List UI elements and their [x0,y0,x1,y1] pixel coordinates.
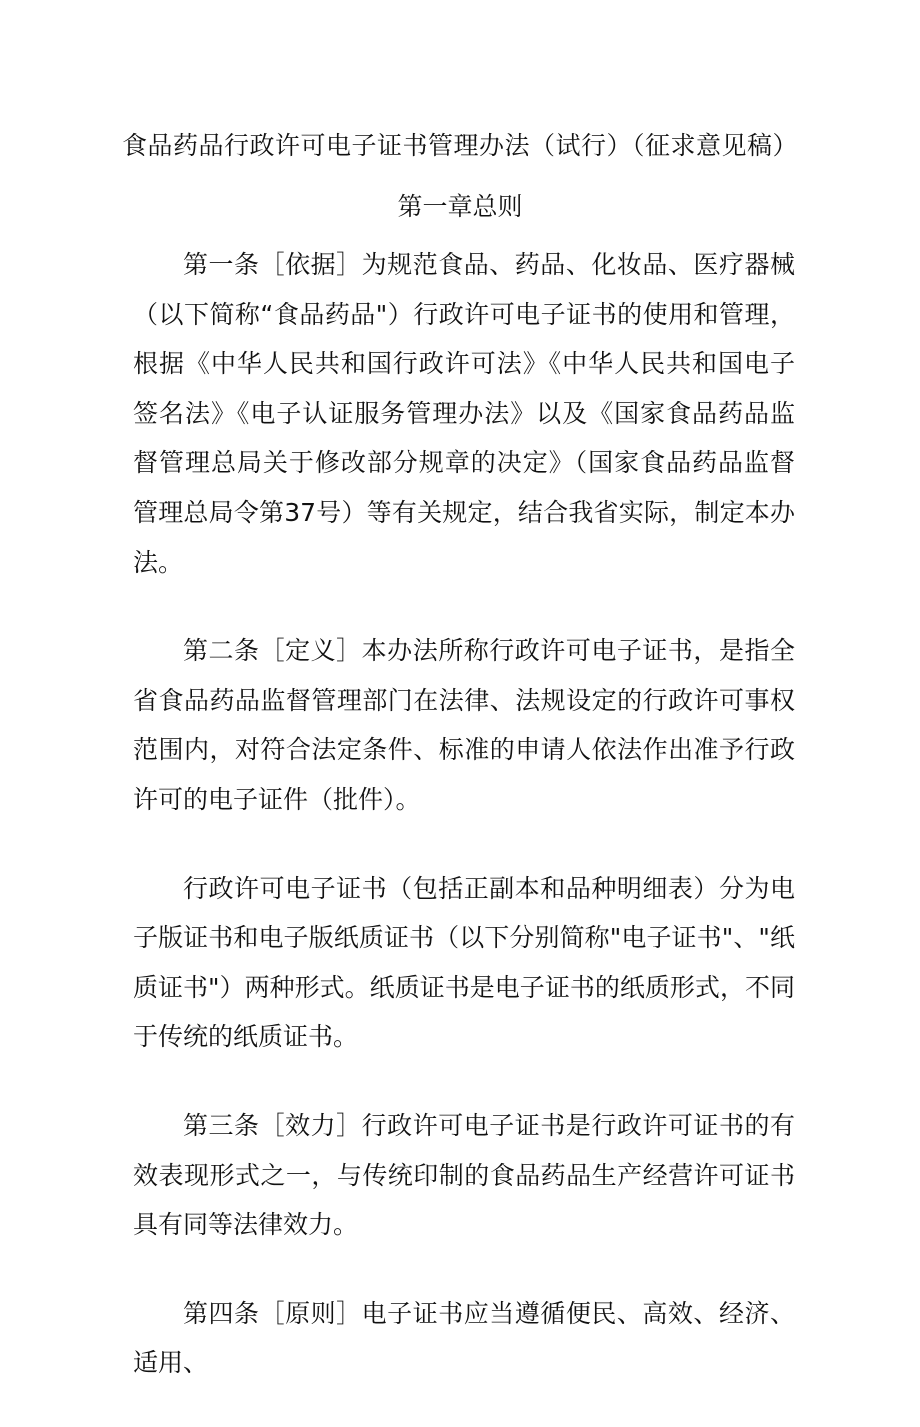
article-2-paragraph: 第二条［定义］本办法所称行政许可电子证书，是指全省食品药品监督管理部门在法律、法规设定的行政许可事权范围内，对符合法定条件、标准的申请人依法作出准予行政许可的电子证件（批件）。 [133,636,795,814]
document-body [133,240,795,1427]
document-title: 食品药品行政许可电子证书管理办法（试行）（征求意见稿） [121,131,798,160]
article-2-continuation-paragraph: 行政许可电子证书（包括正副本和品种明细表）分为电子版证书和电子版纸质证书（以下分别简称"电子证书"、"纸质证书"）两种形式。纸质证书是电子证书的纸质形式，不同于传统的纸质证书。 [133,873,795,1052]
article-3-paragraph: 第三条［效力］行政许可电子证书是行政许可证书的有效表现形式之一，与传统印制的食品药品生产经营许可证书具有同等法律效力。 [133,1110,795,1240]
article-4-paragraph: 第四条［原则］电子证书应当遵循便民、高效、经济、适用、 [133,1298,795,1378]
article-1-paragraph: 第一条［依据］为规范食品、药品、化妆品、医疗器械（以下简称“食品药品"）行政许可电子证书的使用和管理，根据《中华人民共和国行政许可法》《中华人民共和国电子签名法》《电子认证服务管理办法》以及《国家食品药品监督管理总局关于修改部分规章的决定》（国家食品药品监督管理总局令第37号）等有关规定，结合我省实际，制定本办法。 [133,250,795,577]
chapter-heading: 第一章总则 [397,192,523,221]
